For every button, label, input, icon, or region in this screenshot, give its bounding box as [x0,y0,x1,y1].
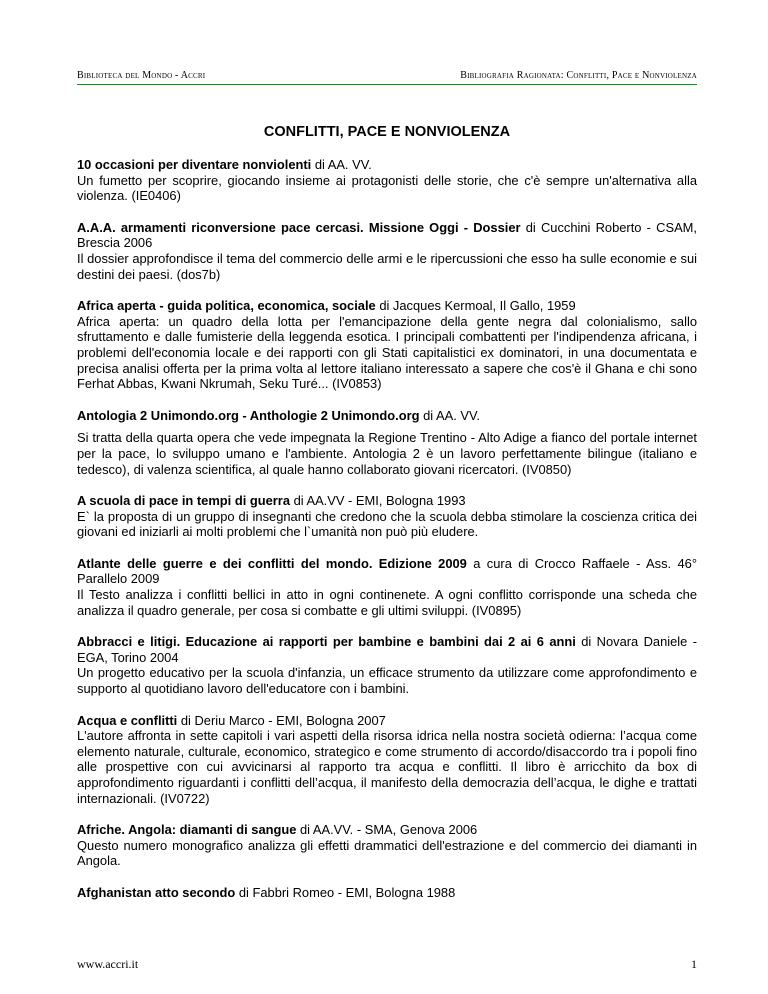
entry-credit: di AA. VV. [419,407,480,423]
entry-description: Un progetto educativo per la scuola d'infanzia, un efficace strumento da utilizzare come approfondimento e supporto al quotidiano lavoro dell'educatore con i bambini. [77,665,697,697]
entry-description: Un fumetto per scoprire, giocando insieme ai protagonisti delle storie, che c'è sempre un'alternativa alla violenza. (IE0406) [77,172,697,204]
entry-3 [77,298,697,392]
header-rule [77,84,697,85]
entry-title: A.A.A. armamenti riconversione pace cercasi. Missione Oggi - Dossier [77,219,521,235]
entry-credit: a cura di Crocco Raffaele - Ass. 46° Parallelo 2009 [77,555,697,587]
entry-9 [77,822,697,869]
entry-description: Il Testo analizza i conflitti bellici in atto in ogni continenete. A ogni conflitto corrisponde una scheda che analizza il quadro generale, per cosa si combatte e gli ultimi sviluppi. (IV0895) [77,587,697,618]
entry-4 [77,408,697,477]
entry-credit: di Fabbri Romeo - EMI, Bologna 1988 [235,884,456,900]
entry-title: Africa aperta - guida politica, economica, sociale [77,298,376,314]
entry-description: L'autore affronta in sette capitoli i vari aspetti della risorsa idrica nella nostra società odierna: l’acqua come elemento naturale, culturale, economico, strategico e come strumento di accordo/disaccordo tra i popoli fino alle prospettive con cui avvicinarsi al rapporto tra acqua e conflitti. Il libro è arricchito da box di approfondimento riguardanti i conflitti dell’acqua, il manifesto della democrazia dell’acqua, le dighe e trattati internazionali. (IV0722) [77,728,697,806]
header-left: Biblioteca del Mondo - Accri [77,70,206,81]
entry-credit: di Novara Daniele - EGA, Torino 2004 [77,634,697,665]
entry-credit: di Jacques Kermoal, Il Gallo, 1959 [375,298,576,314]
page-number: 1 [691,957,697,971]
entry-title: A scuola di pace in tempi di guerra [77,493,290,509]
entry-description: E` la proposta di un gruppo di insegnanti che credono che la scuola debba stimolare la coscienza critica dei giovani ed iniziarli ai molti problemi che l`umanità non può più eludere. [77,508,697,540]
entry-title: Afriche. Angola: diamanti di sangue [77,822,297,838]
entry-2 [77,220,697,282]
entry-title: Afghanistan atto secondo [77,884,236,900]
footer-website: www.accri.it [77,957,139,971]
entry-title: Abbracci e litigi. Educazione ai rapporti per bambine e bambini dai 2 ai 6 anni [77,634,576,650]
entry-title: Acqua e conflitti [77,712,178,728]
entry-credit: di Deriu Marco - EMI, Bologna 2007 [177,712,386,728]
entry-title: Antologia 2 Unimondo.org - Anthologie 2 Unimondo.org [77,407,420,423]
entry-6 [77,556,697,618]
entry-5 [77,493,697,540]
header-right: Bibliografia Ragionata: Conflitti, Pace e Nonviolenza [460,70,697,81]
entry-8 [77,713,697,807]
entry-description: Questo numero monografico analizza gli effetti drammatici dell'estrazione e del commercio dei diamanti in Angola. [77,837,697,869]
entry-description: Si tratta della quarta opera che vede impegnata la Regione Trentino - Alto Adige a fianco del portale internet per la pace, lo sviluppo umano e l'ambiente. Antologia 2 è un lavoro perfettamente bilingue (italiano e tedesco), di valenza scientifica, al quale hanno collaborato giovani ricercatori. (IV0850) [77,430,697,477]
entry-credit: di Cucchini Roberto - CSAM, Brescia 2006 [77,219,697,251]
entry-7 [77,634,697,696]
entry-credit: di AA.VV. - SMA, Genova 2006 [296,822,478,838]
bibliography-list [77,157,697,917]
entry-credit: di AA. VV. [311,157,372,172]
entry-description: Il dossier approfondisce il tema del commercio delle armi e le ripercussioni che esso ha sulle economie e sui destini dei paesi. (dos7b) [77,250,697,282]
page-title: CONFLITTI, PACE E NONVIOLENZA [263,124,511,140]
entry-title: 10 occasioni per diventare nonviolenti [77,157,312,172]
entry-1 [77,157,697,204]
entry-10 [77,885,697,901]
entry-title: Atlante delle guerre e dei conflitti del mondo. Edizione 2009 [77,555,467,571]
entry-description: Africa aperta: un quadro della lotta per l'emancipazione della gente negra dal colonialismo, sallo sfruttamento e dalle fumisterie della leggenda esotica. I principali combattenti per l'indipendenza africana, i problemi dell'economia locale e dei rapporti con gli Stati capitalistici ex dominatori, in una documentata e precisa analisi offerta per la prima volta al lettore italiano interessato a sapere che cos'è il Ghana e chi sono Ferhat Abbas, Kwani Nkrumah, Seku Turé... (IV0853) [77,313,697,392]
entry-credit: di AA.VV - EMI, Bologna 1993 [290,493,466,509]
